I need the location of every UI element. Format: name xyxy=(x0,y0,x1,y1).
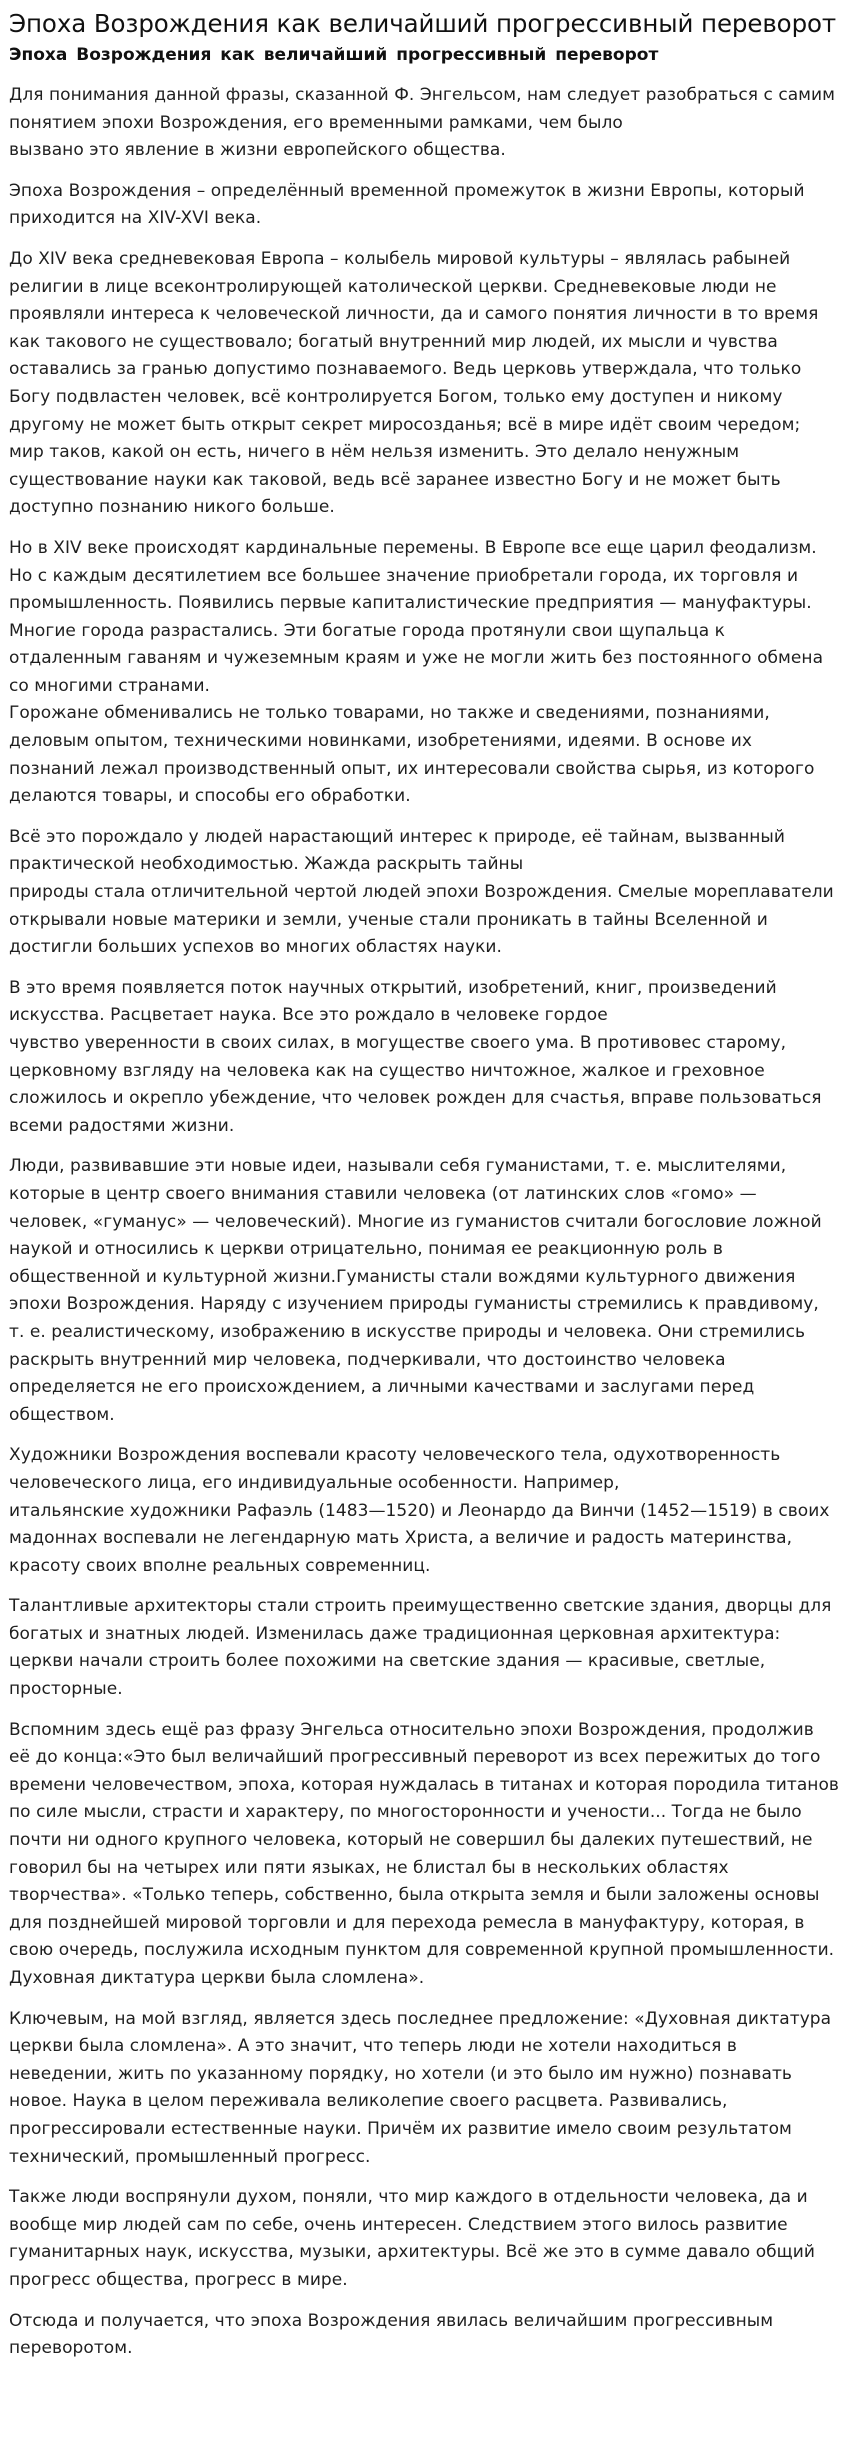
paragraph: Художники Возрождения воспевали красоту человеческого тела, одухотворенность человеческого лица, его индивидуальные особенности. Например, итальянские художники Рафаэль (1483—1520) и Леонардо да Винчи (1452—1519) в своих мадоннах воспевали не легендарную мать Христа, а величие и радость материнства, красоту своих вполне реальных современниц. xyxy=(9,1445,830,1576)
paragraph: Но в XIV веке происходят кардинальные перемены. В Европе все еще царил феодализм. Но с каждым десятилетием все большее значение приобретали города, их торговля и промышленность. Появились первые капиталистические предприятия — мануфактуры. Многие города разрастались. Эти богатые города протянули свои щупальца к отдаленным гаваням и чужеземным краям и уже не могли жить без постоянного обмена со многими странами. Горожане обменивались не только товарами, но также и сведениями, познаниями, деловым опытом, техническими новинками, изобретениями, идеями. В основе их познаний лежал производственный опыт, их интересовали свойства сырья, из которого делаются товары, и способы его обработки. xyxy=(9,537,824,807)
paragraph: В это время появляется поток научных открытий, изобретений, книг, произведений искусства. Расцветает наука. Все это рождало в человеке гордое чувство уверенности в своих силах, в могуществе своего ума. В противовес старому, церковному взгляду на человека как на существо ничтожное, жалкое и греховное сложилось и окрепло убеждение, что человек рожден для счастья, вправе пользоваться всеми радостями жизни. xyxy=(9,977,822,1136)
paragraph: Всё это порождало у людей нарастающий интерес к природе, её тайнам, вызванный практической необходимостью. Жажда раскрыть тайны природы стала отличительной чертой людей эпохи Возрождения. Смелые мореплаватели открывали новые материки и земли, ученые стали проникать в тайны Вселенной и достигли больших успехов во многих областях науки. xyxy=(9,826,834,958)
paragraph: Ключевым, на мой взгляд, является здесь последнее предложение: «Духовная диктатура церкви была сломлена». А это значит, что теперь люди не хотели находиться в неведении, жить по указанному порядку, но хотели (и это было им нужно) познавать новое. Наука в целом переживала великолепие своего расцвета. Развивались, прогрессировали естественные науки. Причём их развитие имело своим результатом технический, промышленный прогресс. xyxy=(9,2008,832,2167)
paragraph: Для понимания данной фразы, сказанной Ф. Энгельсом, нам следует разобраться с самим понятием эпохи Возрождения, его временными рамками, чем было вызвано это явление в жизни европейского общества. xyxy=(9,85,836,161)
page-title: Эпоха Возрождения как величайший прогрессивный переворот xyxy=(9,9,837,38)
paragraph: Люди, развивавшие эти новые идеи, называли себя гуманистами, т. е. мыслителями, которые в центр своего внимания ставили человека (от латинских слов «гомо» — человек, «гуманус» — человеческий). Многие из гуманистов считали богословие ложной наукой и относились к церкви отрицательно, понимая ее реакционную роль в общественной и культурной жизни.Гуманисты стали вождями культурного движения эпохи Возрождения. Наряду с изучением природы гуманисты стремились к правдивому, т. е. реалистическому, изображению в искусстве природы и человека. Они стремились раскрыть внутренний мир человека, подчеркивали, что достоинство человека определяется не его происхождением, а личными качествами и заслугами перед обществом. xyxy=(9,1156,822,1425)
paragraph: Отсюда и получается, что эпоха Возрождения явилась величайшим прогрессивным переворотом. xyxy=(9,2310,774,2359)
paragraph: Также люди воспрянули духом, поняли, что мир каждого в отдельности человека, да и вообще мир людей сам по себе, очень интересен. Следствием этого вилось развитие гуманитарных наук, искусства, музыки, архитектуры. Всё же это в сумме давало общий прогресс общества, прогресс в мире. xyxy=(9,2187,815,2290)
paragraph: Эпоха Возрождения – определённый временной промежуток в жизни Европы, который приходится на XIV-XVI века. xyxy=(9,180,805,229)
paragraph: Талантливые архитекторы стали строить преимущественно светские здания, дворцы для богатых и знатных людей. Изменилась даже традиционная церковная архитектура: церкви начали строить более похожими на светские здания — красивые, светлые, просторные. xyxy=(9,1596,832,1700)
paragraph: До XIV века средневековая Европа – колыбель мировой культуры – являлась рабыней религии в лице всеконтролирующей католической церкви. Средневековые люди не проявляли интереса к человеческой личности, да и самого понятия личности в то время как такового не существовало; богатый внутренний мир людей, их мысли и чувства оставались за гранью допустимо познаваемого. Ведь церковь утверждала, что только Богу подвластен человек, всё контролируется Богом, только ему доступен и никому другому не может быть открыт секрет миросозданья; всё в мире идёт своим чередом; мир таков, какой он есть, ничего в нём нельзя изменить. Это делало ненужным существование науки как таковой, ведь всё заранее известно Богу и не может быть доступно познанию никого больше. xyxy=(9,248,819,518)
paragraph: Вспомним здесь ещё раз фразу Энгельса относительно эпохи Возрождения, продолжив её до конца:«Это был величайший прогрессивный переворот из всех пережитых до того времени человечеством, эпоха, которая нуждалась в титанах и которая породила титанов по силе мысли, страсти и характеру, по многосторонности и учености... Тогда не было почти ни одного крупного человека, который не совершил бы далеких путешествий, не говорил бы на четырех или пяти языках, не блистал бы в нескольких областях творчества». «Только теперь, собственно, была открыта земля и были заложены основы для позднейшей мировой торговли и для перехода ремесла в мануфактуру, которая, в свою очередь, послужила исходным пунктом для современной крупной промышленности. Духовная диктатура церкви была сломлена». xyxy=(9,1719,839,1988)
article-subtitle: Эпоха Возрождения как величайший прогрессивный переворот xyxy=(9,45,659,65)
